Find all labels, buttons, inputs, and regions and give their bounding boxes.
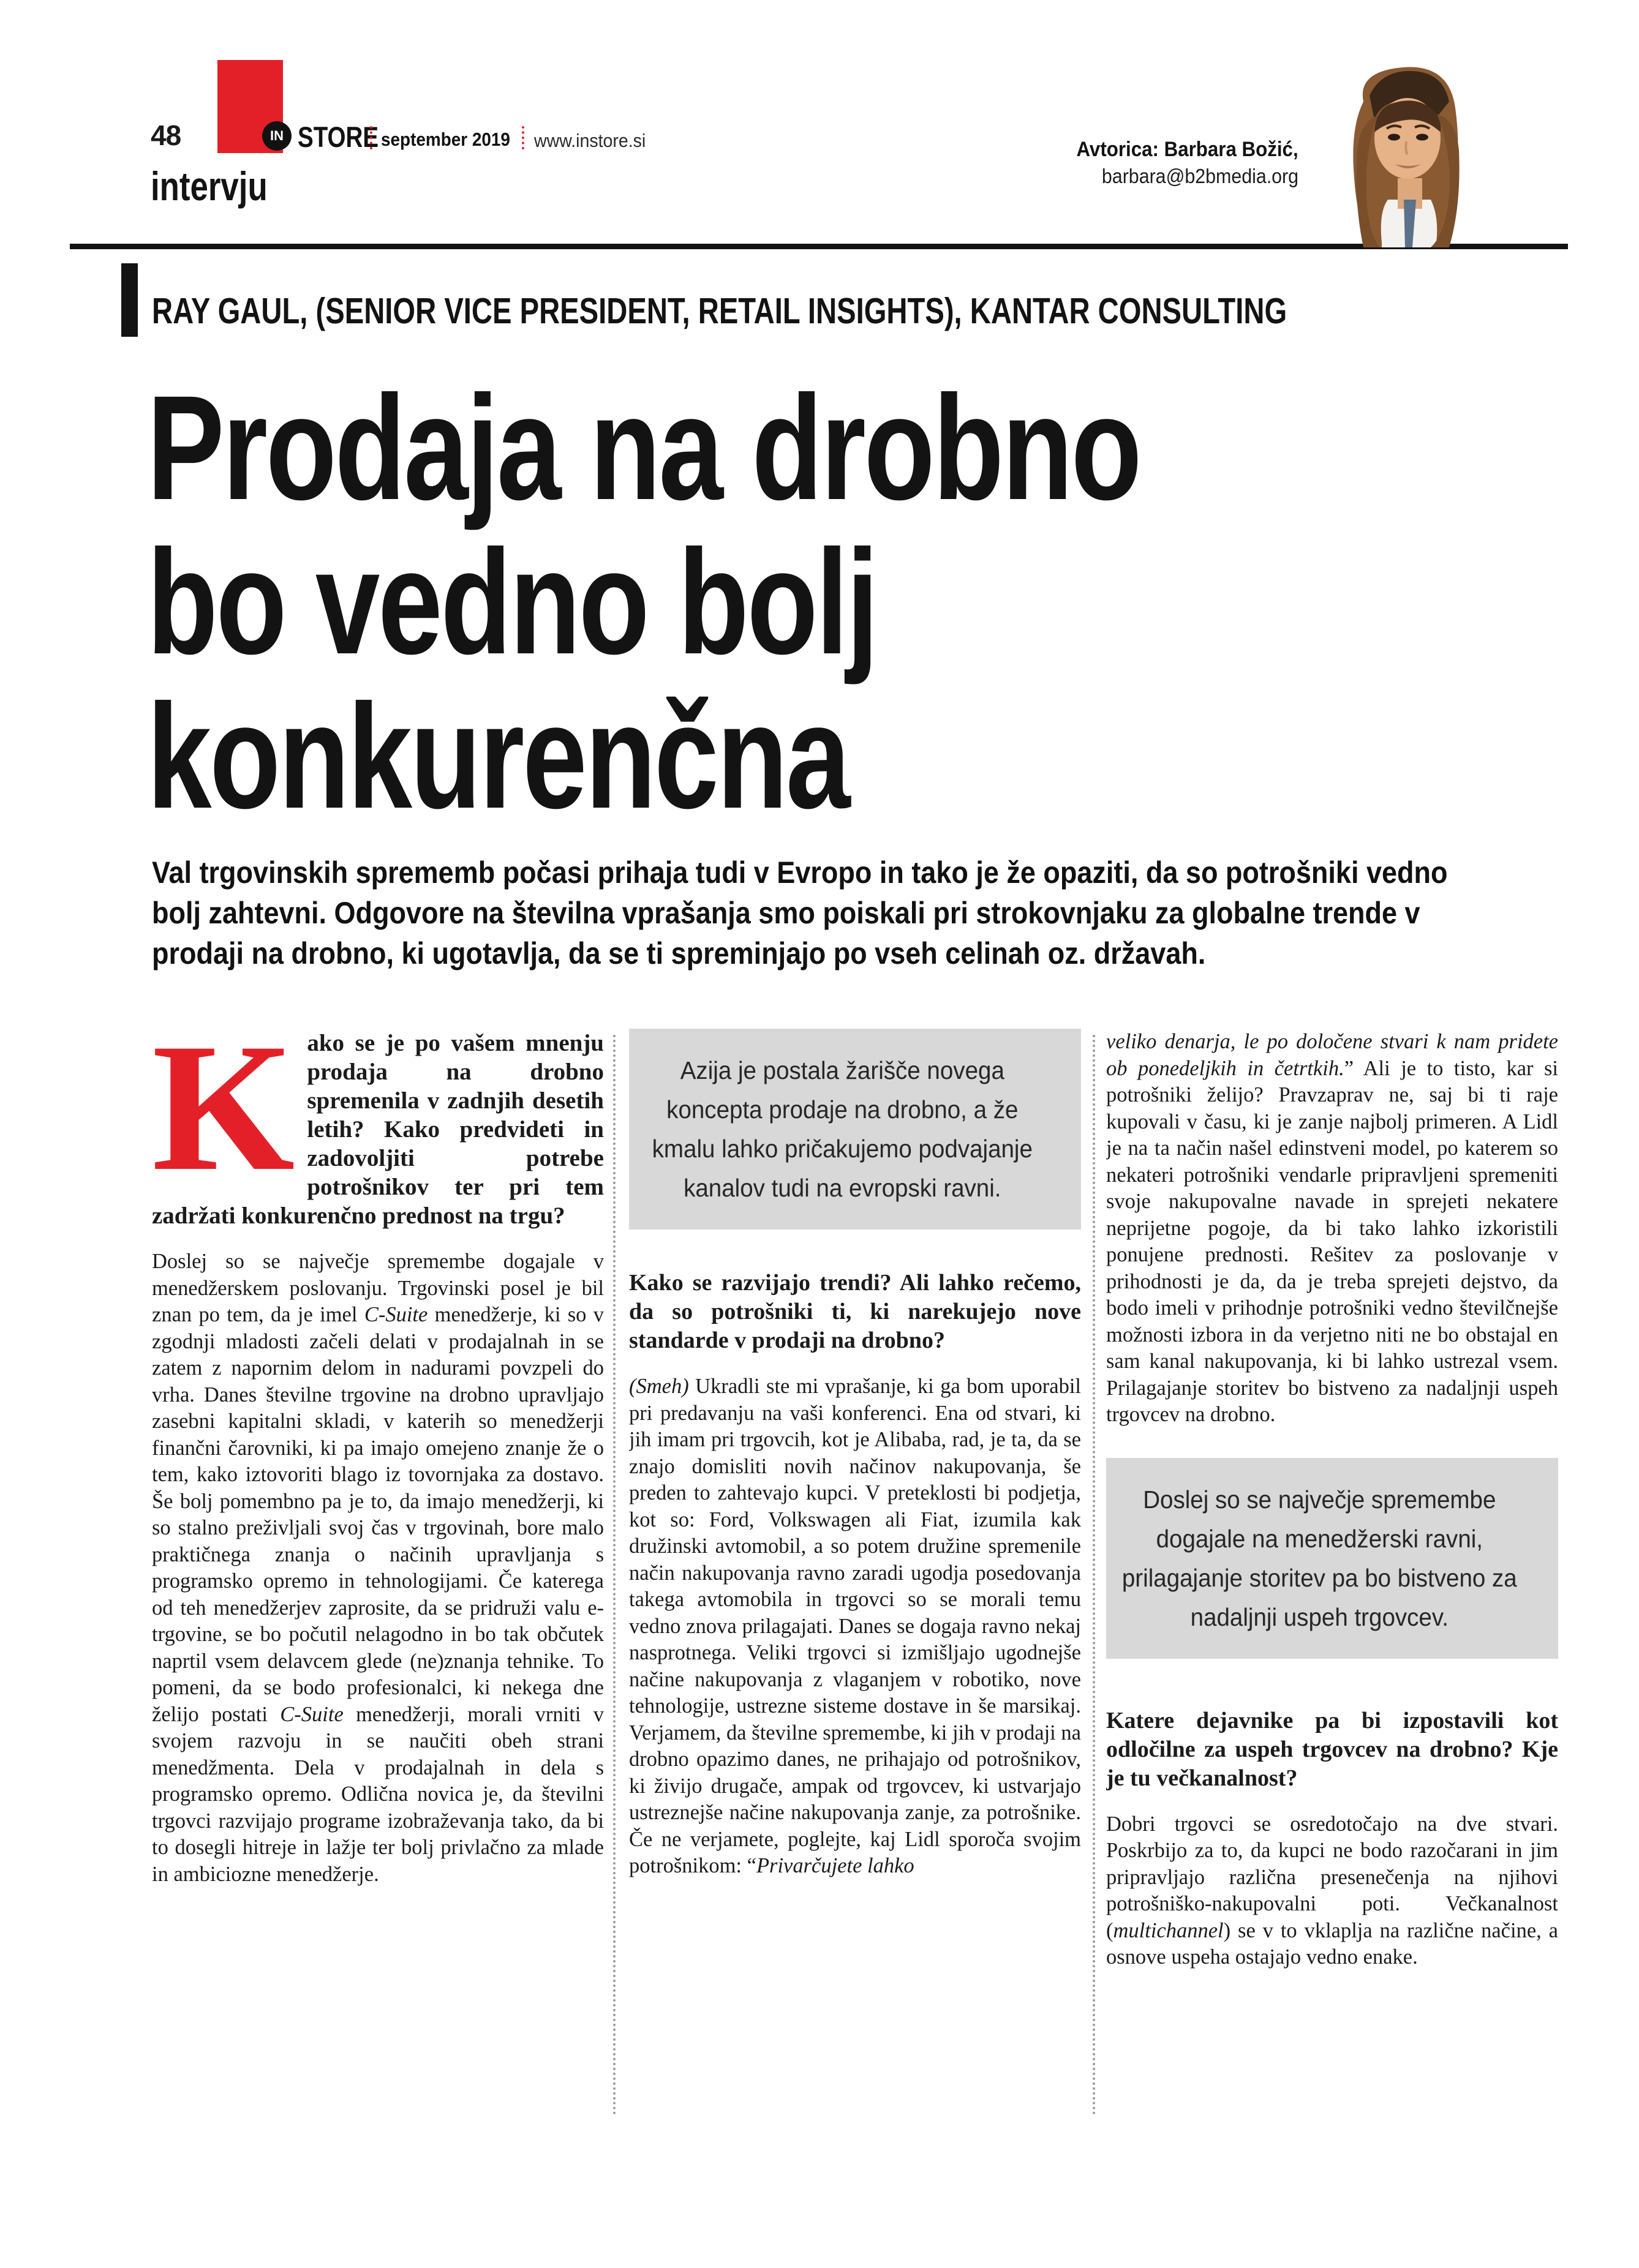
column-2 <box>629 1029 1081 2244</box>
column-divider <box>1093 1035 1095 2116</box>
interview-question: Kako se razvijajo trendi? Ali lahko rečemo, da so potrošniki ti, ki narekujejo nove standarde v prodaji na drobno? <box>629 1270 1081 1353</box>
standfirst: Val trgovinskih sprememb počasi prihaja tudi v Evropo in tako je že opaziti, da so potrošniki vedno bolj zahtevni. Odgovore na številna vprašanja smo poiskali pri strokovnjaku za globalne trende v prodaji na drobno, ki ugotavlja, da se ti spreminjajo po vseh celinah oz. državah. <box>152 855 1448 971</box>
brand-in-badge <box>262 121 292 151</box>
pull-quote: Azija je postala žarišče novega koncepta prodaje na drobno, a že kmalu lahko pričakujemo podvajanje kanalov tudi na evropski ravni. <box>629 1029 1081 1230</box>
kicker-bar <box>121 263 138 337</box>
author-email[interactable]: barbara@b2bmedia.org <box>1101 165 1298 187</box>
pull-quote: Doslej so se največje spremembe dogajale na menedžerski ravni, prilagajanje storitev pa bo bistveno za nadaljnji uspeh trgovcev. <box>1106 1458 1558 1659</box>
headline-line: bo vedno bolj <box>147 519 877 685</box>
headline-line: konkurenčna <box>147 674 849 839</box>
issue-date: september 2019 <box>381 129 510 150</box>
interview-question: Kako se je po vašem mnenju prodaja na drobno spremenila v zadnjih desetih letih? Kako predvideti in zadovoljiti potrebe potrošnikov ter pri tem zadržati konkurenčno prednost na trgu? <box>152 1029 604 1229</box>
answer-paragraph: Doslej so se največje spremembe dogajale v menedžerskem poslovanju. Trgovinski posel je bil znan po tem, da je imel C-Suite menedžerje, ki so v zgodnji mladosti začeli delati v prodajalnah in se zatem z napornim delom in nadurami povzpeli do vrha. Danes številne trgovine na drobno upravljajo zasebni kapitalni skladi, v katerih so menedžerji finančni čarovniki, ki pa imajo omejeno znanje že o tem, kako iztovoriti blago iz tovornjaka za dostavo. Še bolj pomembno pa je to, da imajo menedžerji, ki so stalno preživljali svoj čas v trgovinah, bore malo praktičnega znanja o načinih upravljanja s programsko opremo in tehnologijami. Če katerega od teh menedžerjev zaprosite, da se pridruži valu e-trgovine, se bo počutil nelagodno in bo tak občutek naprtil vsem delavcem glede (ne)znanja tehnike. To pomeni, da se bodo profesionalci, ki nekega dne želijo postati C-Suite menedžerji, morali vrniti v svojem razvoju in se naučiti obeh strani menedžmenta. Dela v prodajalnah in dela s programsko opremo. Odlična novica je, da številni trgovci razvijajo programe izobraževanja tako, da bi to dosegli hitreje in lažje ter bolj privlačno za mlade in ambiciozne menedžerje. <box>152 1250 604 1886</box>
brand-in-text: IN <box>270 128 284 143</box>
answer-paragraph: (Smeh) Ukradli ste mi vprašanje, ki ga bom uporabil pri predavanju na vaši konferenci. Ena od stvari, ki jih imam pri trgovcih, kot je Alibaba, rad, je ta, da se znajo domisliti novih načinov nakupovanja, še preden to zahtevajo kupci. V preteklosti bi podjetja, kot so: Ford, Volkswagen ali Fiat, izumila kak družinski avtomobil, a so potem družine spremenile način nakupovanja ravno zaradi ugodja posedovanja takega avtomobila in trgovci so se morali temu vedno znova prilagajati. Danes se dogaja ravno nekaj nasprotnega. Veliki trgovci si izmišljajo ugodnejše načine nakupovanja z vlaganjem v robotiko, nove tehnologije, ustrezne sisteme dostave in še marsikaj. Verjamem, da številne spremembe, ki jih v prodaji na drobno opazimo danes, ne prihajajo od potrošnikov, ki živijo drugače, ampak od trgovcev, ki ustvarjajo ustreznejše načine nakupovanja zanje, za potrošnike. Če ne verjamete, poglejte, kaj Lidl sporoča svojim potrošnikom: “Privarčujete lahko <box>629 1375 1081 1877</box>
header-divider-icon <box>522 126 524 149</box>
author-name: Avtorica: Barbara Božić, <box>1076 138 1298 161</box>
brand-store-wordmark: STORE <box>298 121 379 153</box>
answer-paragraph-continued: veliko denarja, le po določene stvari k nam pridete ob ponedeljkih in četrtkih.” Ali je to tisto, kar si potrošniki želijo? Pravzaprav ne, saj bi ti raje kupovali v času, ki je zanje najbolj primeren. A Lidl je na ta način našel edinstveni model, po katerem so nekateri potrošniki vendarle pripravljeni spremeniti svoje nakupovalne navade in sprejeti nekatere neprijetne pogoje, da bi tako lahko izkoristili ponujene prednosti. Rešitev za poslovanje v prihodnosti je da, da je treba sprejeti dejstvo, da bodo imeli v prihodnje potrošniki vedno številčnejše možnosti izbora in da verjetno niti ne bo obstajal en sam kanal nakupovanja, ki bi lahko ustrezal vsem. Prilagajanje storitev bo bistveno za nadaljnji uspeh trgovcev na drobno. <box>1106 1030 1558 1426</box>
author-credit <box>1057 136 1298 190</box>
headline-line: Prodaja na drobno <box>147 365 1140 531</box>
column-1 <box>152 1029 604 2244</box>
headline <box>147 365 1420 839</box>
answer-paragraph: Dobri trgovci se osredotočajo na dve stvari. Poskrbijo za to, da kupci ne bodo razočarani in jim pripravljajo različna presenečenja na njihovi potrošniško-nakupovalni poti. Večkanalnost (multichannel) se v to vklaplja na različne načine, a osnove uspeha ostajajo vedno enake. <box>1106 1812 1558 1969</box>
drop-cap: K <box>152 1029 295 1209</box>
header-rule <box>70 244 1568 249</box>
column-divider <box>613 1035 616 2116</box>
page-number: 48 <box>151 119 181 151</box>
header-divider-icon <box>370 126 372 149</box>
author-photo <box>1345 59 1472 249</box>
kicker: RAY GAUL, (SENIOR VICE PRESIDENT, RETAIL INSIGHTS), KANTAR CONSULTING <box>152 291 1287 331</box>
section-label: intervju <box>151 163 268 209</box>
interview-question: Katere dejavnike pa bi izpostavili kot odločilne za uspeh trgovcev na drobno? Kje je tu večkanalnost? <box>1106 1707 1558 1791</box>
column-3 <box>1106 1029 1558 2244</box>
site-url[interactable]: www.instore.si <box>534 130 646 151</box>
